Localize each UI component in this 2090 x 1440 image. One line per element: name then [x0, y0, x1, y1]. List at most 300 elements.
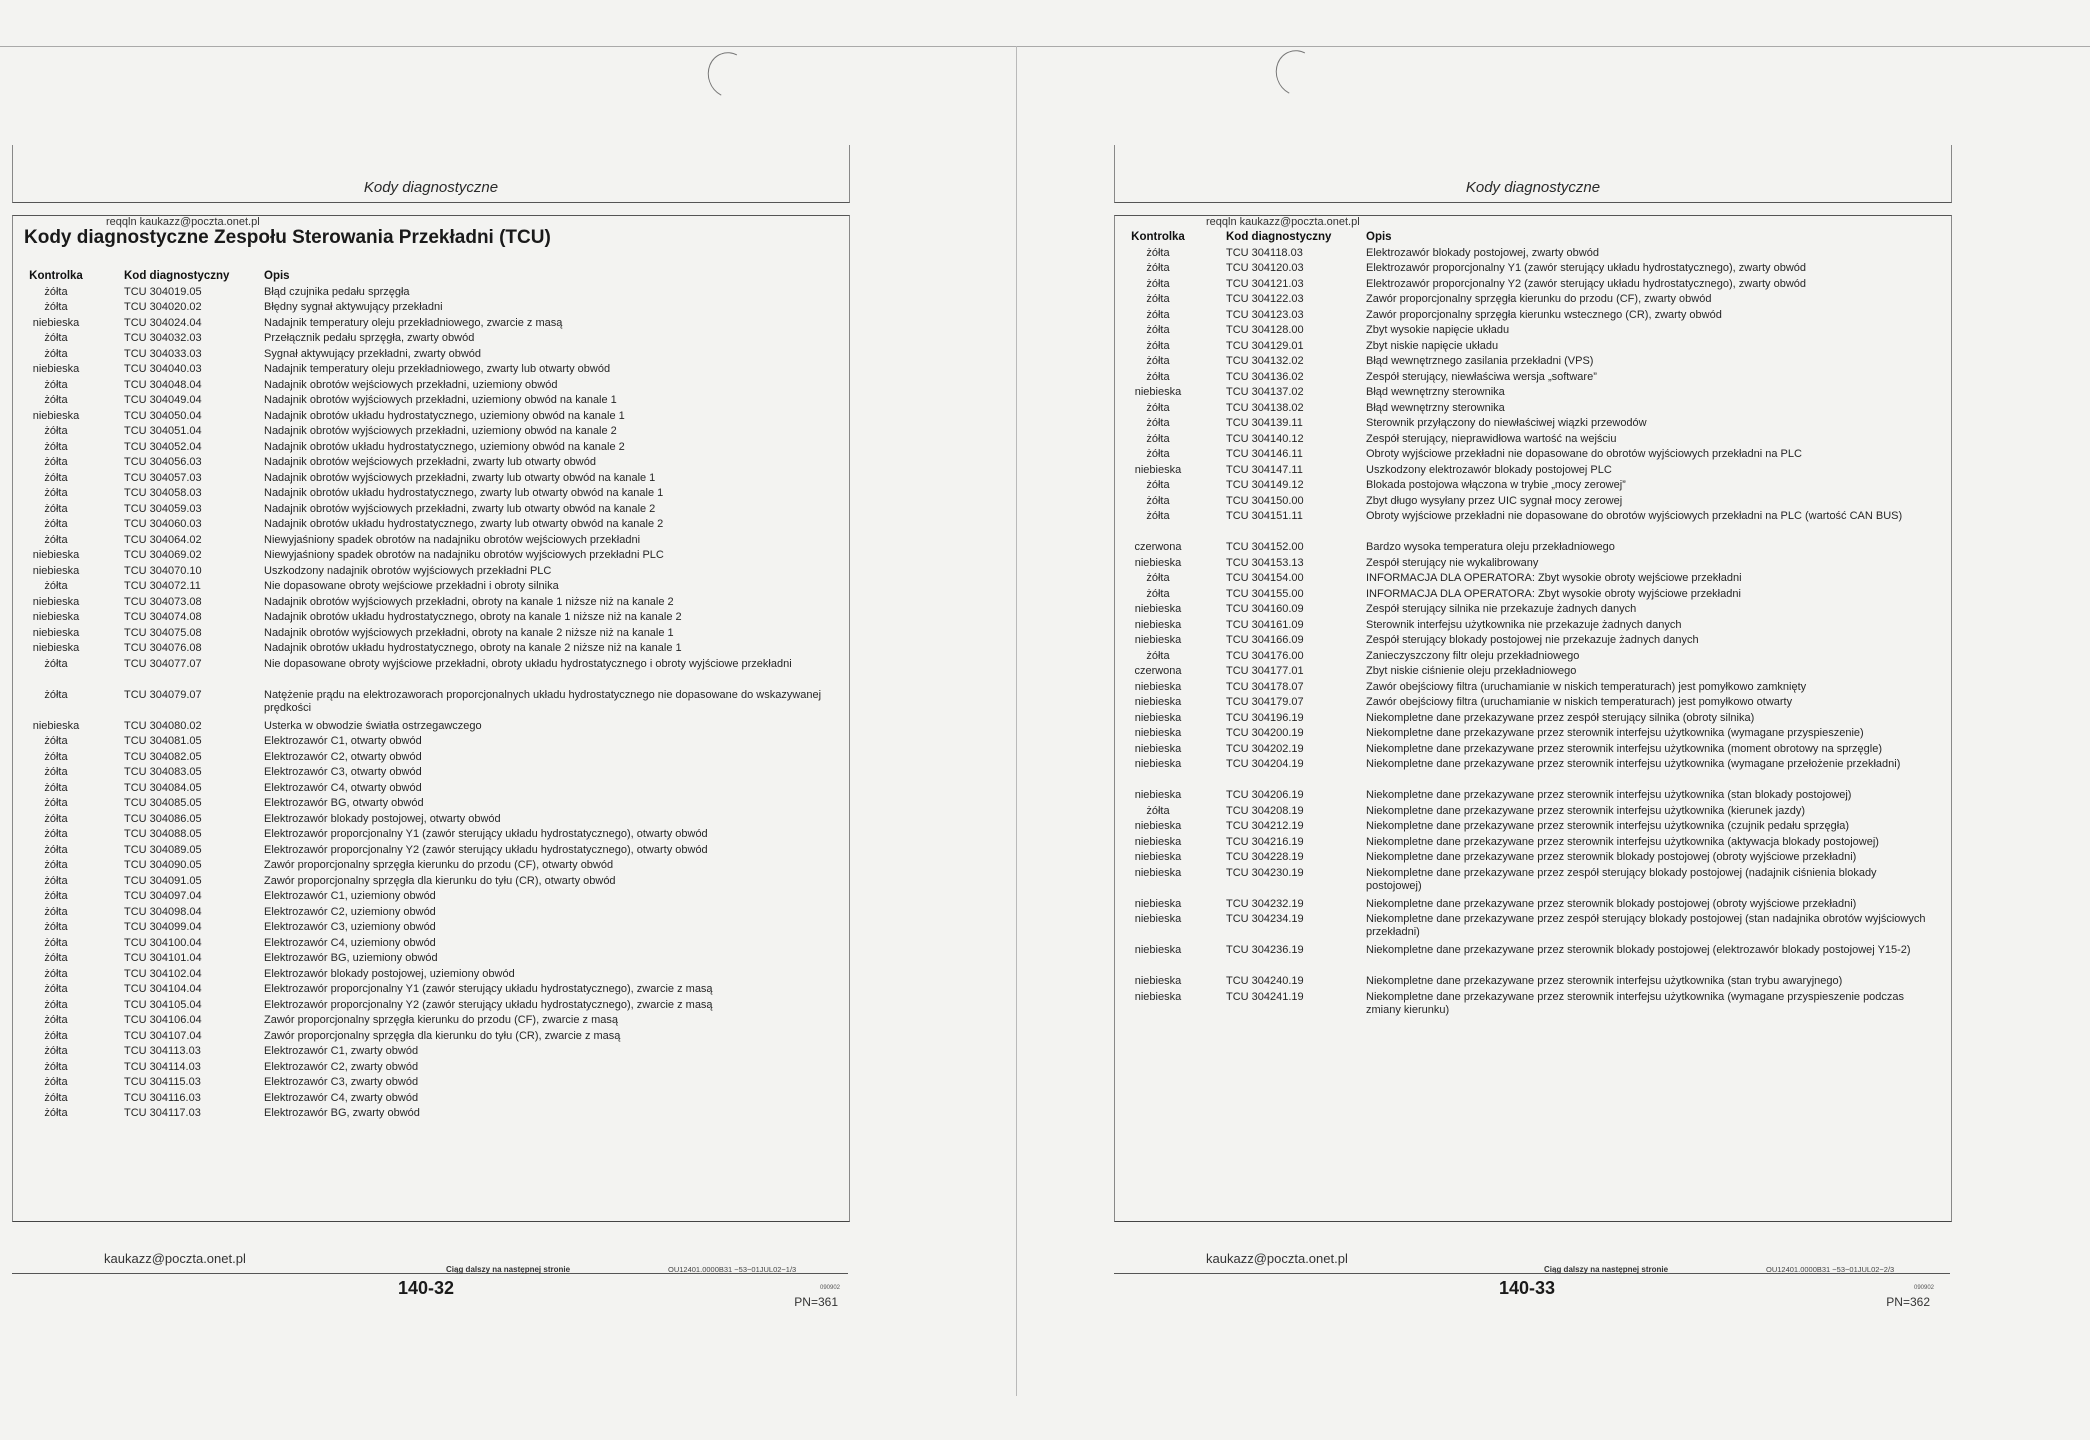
diagnostic-code-cell: TCU 304048.04	[124, 378, 202, 391]
indicator-color-cell: żółta	[44, 1107, 68, 1119]
indicator-color-cell: żółta	[44, 487, 68, 499]
diagnostic-code-cell: TCU 304051.04	[124, 425, 202, 437]
table-row	[1114, 309, 1950, 325]
table-row	[12, 937, 848, 953]
page-spine-divider	[1016, 46, 1017, 1396]
diagnostic-code-cell: TCU 304136.02	[1226, 370, 1304, 383]
diagnostic-code-cell: TCU 304072.11	[124, 580, 201, 592]
description-cell: Niekompletne dane przekazywane przez sterownik interfejsu użytkownika (wymagane przełożenie przekładni)	[1366, 758, 1901, 770]
table-row	[12, 1045, 848, 1061]
diagnostic-code-cell: TCU 304091.05	[124, 874, 202, 887]
description-cell: Nadajnik obrotów układu hydrostatycznego, zwarty lub otwarty obwód na kanale 1	[264, 487, 664, 499]
indicator-color-cell: żółta	[44, 471, 68, 484]
diagnostic-code-cell: TCU 304115.03	[124, 1076, 201, 1088]
table-row	[1114, 727, 1950, 743]
diagnostic-code-cell: TCU 304090.05	[124, 859, 202, 871]
description-cell: INFORMACJA DLA OPERATORA: Zbyt wysokie obroty wejściowe przekładni	[1366, 572, 1742, 584]
indicator-color-cell: niebieska	[1134, 975, 1182, 987]
diagnostic-code-cell: TCU 304100.04	[124, 936, 202, 949]
diagnostic-code-cell: TCU 304097.04	[124, 890, 202, 902]
diagnostic-code-cell: TCU 304020.02	[124, 301, 202, 313]
description-cell: Zbyt wysokie napięcie układu	[1366, 324, 1510, 336]
continued-note: Ciąg dalszy na następnej stronie	[1544, 1265, 1669, 1274]
table-row	[12, 565, 848, 581]
page-header-box	[12, 145, 850, 203]
punch-hole-mark	[701, 46, 756, 104]
diagnostic-code-cell: TCU 304232.19	[1226, 897, 1304, 910]
diagnostic-code-cell: TCU 304106.04	[124, 1014, 202, 1026]
description-cell: Błąd wewnętrzny sterownika	[1366, 401, 1505, 414]
indicator-color-cell: niebieska	[1134, 990, 1182, 1003]
footer-email: kaukazz@poczta.onet.pl	[104, 1251, 246, 1266]
top-email: reqqln kaukazz@poczta.onet.pl	[1206, 216, 1360, 228]
description-cell: Elektrozawór blokady postojowej, uziemiony obwód	[264, 967, 515, 980]
table-row	[1114, 541, 1950, 557]
table-row	[12, 487, 848, 503]
description-cell: Zbyt niskie napięcie układu	[1366, 339, 1499, 352]
description-cell: Nadajnik obrotów wejściowych przekładni, uziemiony obwód	[264, 378, 558, 391]
table-row	[12, 348, 848, 364]
diagnostic-code-cell: TCU 304105.04	[124, 998, 202, 1011]
description-cell: Zawór proporcjonalny sprzęgła dla kierunku do tyłu (CR), zwarcie z masą	[264, 1029, 621, 1042]
diagnostic-code-cell: TCU 304024.04	[124, 316, 202, 329]
description-cell: Zespół sterujący blokady postojowej nie przekazuje żadnych danych	[1366, 634, 1699, 646]
indicator-color-cell: żółta	[44, 812, 68, 825]
indicator-color-cell: żółta	[44, 797, 68, 809]
diagnostic-code-cell: TCU 304129.01	[1226, 339, 1304, 352]
pn-number: PN=361	[794, 1295, 838, 1309]
description-cell: Obroty wyjściowe przekładni nie dopasowane do obrotów wyjściowych przekładni na PLC	[1366, 448, 1802, 460]
indicator-color-cell: żółta	[44, 332, 68, 344]
page-number: 140-32	[398, 1278, 455, 1298]
table-row	[1114, 448, 1950, 464]
table-row	[12, 580, 848, 596]
indicator-color-cell: niebieska	[1134, 913, 1182, 925]
description-cell: Nadajnik temperatury oleju przekładniowego, zwarty lub otwarty obwód	[264, 363, 611, 375]
footer-email: kaukazz@poczta.onet.pl	[1206, 1251, 1348, 1266]
description-cell: Sygnał aktywujący przekładni, zwarty obwód	[264, 347, 482, 360]
diagnostic-code-cell: TCU 304176.00	[1226, 649, 1304, 662]
table-row	[12, 425, 848, 441]
table-row	[1114, 324, 1950, 340]
description-cell: Błąd czujnika pedału sprzęgła	[264, 285, 410, 298]
indicator-color-cell: niebieska	[32, 595, 80, 608]
description-cell: Błąd wewnętrznego zasilania przekładni (VPS)	[1366, 355, 1594, 367]
diagnostic-code-cell: TCU 304060.03	[124, 518, 202, 530]
description-cell: Elektrozawór C3, otwarty obwód	[264, 766, 422, 778]
table-row	[1114, 386, 1950, 402]
diagnostic-code-cell: TCU 304118.03	[1226, 246, 1303, 259]
indicator-color-cell: żółta	[1146, 572, 1170, 584]
description-cell: Zespół sterujący nie wykalibrowany	[1366, 556, 1539, 569]
description-cell: Elektrozawór C4, otwarty obwód	[264, 781, 422, 794]
indicator-color-cell: żółta	[44, 998, 68, 1011]
description-cell: Zawór proporcjonalny sprzęgła dla kierunku do tyłu (CR), otwarty obwód	[264, 874, 616, 887]
table-row	[12, 549, 848, 565]
column-header-kod: Kod diagnostyczny	[124, 270, 230, 282]
description-cell: Niekompletne dane przekazywane przez zespół sterujący silnika (obroty silnika)	[1366, 711, 1755, 724]
indicator-color-cell: żółta	[44, 657, 68, 670]
description-cell: Nadajnik obrotów układu hydrostatycznego, obroty na kanale 2 niższe niż na kanale 1	[264, 642, 682, 654]
description-cell: Zespół sterujący, nieprawidłowa wartość na wejściu	[1366, 432, 1617, 445]
table-row	[1114, 758, 1950, 789]
description-cell: Niekompletne dane przekazywane przez sterownik interfejsu użytkownika (czujnik pedału sprzęgła)	[1366, 820, 1850, 832]
description-cell: Elektrozawór C4, zwarty obwód	[264, 1091, 419, 1104]
top-email: reqqln kaukazz@poczta.onet.pl	[106, 216, 260, 228]
description-cell: Elektrozawór proporcjonalny Y1 (zawór sterujący układu hydrostatycznego), zwarty obwód	[1366, 262, 1807, 274]
table-row	[12, 735, 848, 751]
table-row	[1114, 464, 1950, 480]
table-row	[1114, 371, 1950, 387]
description-cell: Zespół sterujący, niewłaściwa wersja „software”	[1366, 370, 1597, 383]
diagnostic-code-cell: TCU 304079.07	[124, 688, 202, 701]
description-cell: Niekompletne dane przekazywane przez sterownik interfejsu użytkownika (stan trybu awaryjnego)	[1366, 975, 1843, 987]
table-row	[1114, 836, 1950, 852]
indicator-color-cell: żółta	[44, 1029, 68, 1042]
description-cell: Nadajnik obrotów wyjściowych przekładni, zwarty lub otwarty obwód na kanale 1	[264, 471, 656, 484]
diagnostic-code-cell: TCU 304083.05	[124, 766, 202, 778]
diagnostic-code-cell: TCU 304236.19	[1226, 944, 1304, 956]
diagnostic-code-cell: TCU 304160.09	[1226, 603, 1304, 615]
page-header-title: Kody diagnostyczne	[363, 179, 499, 196]
table-row	[1114, 820, 1950, 836]
diagnostic-code-cell: TCU 304120.03	[1226, 262, 1304, 274]
indicator-color-cell: żółta	[44, 735, 68, 747]
diagnostic-code-cell: TCU 304032.03	[124, 332, 202, 344]
diagnostic-code-cell: TCU 304150.00	[1226, 494, 1304, 507]
table-row	[12, 1030, 848, 1046]
indicator-color-cell: niebieska	[32, 642, 80, 654]
description-cell: Elektrozawór C3, zwarty obwód	[264, 1076, 419, 1088]
diagnostic-code-cell: TCU 304073.08	[124, 595, 202, 608]
column-header-kontrolka: Kontrolka	[29, 270, 83, 282]
diagnostic-code-cell: TCU 304166.09	[1226, 634, 1304, 646]
diagnostic-code-cell: TCU 304177.01	[1226, 665, 1304, 677]
indicator-color-cell: żółta	[44, 905, 68, 918]
description-cell: Nadajnik obrotów układu hydrostatycznego, uziemiony obwód na kanale 2	[264, 440, 625, 453]
diagnostic-code-cell: TCU 304200.19	[1226, 727, 1304, 739]
indicator-color-cell: żółta	[1146, 417, 1170, 429]
description-cell: Elektrozawór proporcjonalny Y2 (zawór sterujący układu hydrostatycznego), zwarcie z masą	[264, 998, 713, 1011]
table-row	[1114, 402, 1950, 418]
diagnostic-code-cell: TCU 304076.08	[124, 642, 202, 654]
description-cell: Zanieczyszczony filtr oleju przekładniowego	[1366, 649, 1580, 662]
indicator-color-cell: żółta	[44, 859, 68, 871]
table-row	[12, 797, 848, 813]
indicator-color-cell: żółta	[44, 533, 68, 546]
table-row	[1114, 867, 1950, 898]
diagnostic-code-cell: TCU 304202.19	[1226, 742, 1304, 755]
table-row	[12, 983, 848, 999]
indicator-color-cell: żółta	[44, 285, 68, 298]
table-row	[12, 1076, 848, 1092]
indicator-color-cell: żółta	[1146, 401, 1170, 414]
table-row	[12, 952, 848, 968]
diagnostic-code-cell: TCU 304151.11	[1226, 510, 1303, 522]
diagnostic-code-cell: TCU 304085.05	[124, 797, 202, 809]
description-cell: Niekompletne dane przekazywane przez sterownik interfejsu użytkownika (wymagane przyspieszenie podczas zmiany kierunku)	[1366, 990, 1905, 1016]
indicator-color-cell: żółta	[1146, 479, 1170, 491]
table-row	[12, 301, 848, 317]
indicator-color-cell: niebieska	[1134, 603, 1182, 615]
indicator-color-cell: niebieska	[1134, 680, 1182, 693]
indicator-color-cell: żółta	[44, 456, 68, 468]
description-cell: Niekompletne dane przekazywane przez sterownik blokady postojowej (obroty wyjściowe przekładni)	[1366, 851, 1857, 863]
table-row	[1114, 247, 1950, 263]
table-row	[1114, 588, 1950, 604]
description-cell: Bardzo wysoka temperatura oleju przekładniowego	[1366, 541, 1615, 553]
diagnostic-code-cell: TCU 304139.11	[1226, 417, 1303, 429]
indicator-color-cell: żółta	[1146, 432, 1170, 445]
indicator-color-cell: żółta	[44, 1045, 68, 1057]
description-cell: Elektrozawór proporcjonalny Y2 (zawór sterujący układu hydrostatycznego), zwarty obwód	[1366, 277, 1807, 290]
table-row	[12, 456, 848, 472]
indicator-color-cell: żółta	[1146, 510, 1170, 522]
diagnostic-code-cell: TCU 304080.02	[124, 719, 202, 732]
diagnostic-code-cell: TCU 304077.07	[124, 657, 202, 670]
diagnostic-code-cell: TCU 304052.04	[124, 440, 202, 453]
table-row	[12, 921, 848, 937]
table-row	[12, 1092, 848, 1108]
table-row	[12, 363, 848, 379]
indicator-color-cell: niebieska	[1134, 851, 1182, 863]
description-cell: Zespół sterujący silnika nie przekazuje żadnych danych	[1366, 603, 1637, 615]
indicator-color-cell: niebieska	[1134, 696, 1182, 708]
diagnostic-code-cell: TCU 304102.04	[124, 967, 202, 980]
description-cell: Niewyjaśniony spadek obrotów na nadajniku obrotów wyjściowych przekładni PLC	[264, 549, 664, 561]
description-cell: Uszkodzony elektrozawór blokady postojowej PLC	[1366, 463, 1612, 476]
description-cell: Elektrozawór blokady postojowej, zwarty obwód	[1366, 246, 1599, 259]
table-row	[12, 317, 848, 333]
diagnostic-code-cell: TCU 304104.04	[124, 983, 202, 995]
diagnostic-code-cell: TCU 304089.05	[124, 843, 202, 856]
indicator-color-cell: niebieska	[1134, 944, 1182, 956]
description-cell: Zbyt niskie ciśnienie oleju przekładniowego	[1366, 665, 1577, 677]
table-row	[12, 379, 848, 395]
diagnostic-code-cell: TCU 304212.19	[1226, 820, 1304, 832]
page-header-box	[1114, 145, 1952, 203]
indicator-color-cell: żółta	[1146, 804, 1170, 817]
table-row	[1114, 975, 1950, 991]
table-row	[12, 689, 848, 720]
indicator-color-cell: niebieska	[1134, 820, 1182, 832]
description-cell: Elektrozawór C3, uziemiony obwód	[264, 921, 436, 933]
table-row	[1114, 557, 1950, 573]
table-row	[1114, 603, 1950, 619]
diagnostic-code-cell: TCU 304179.07	[1226, 696, 1304, 708]
indicator-color-cell: żółta	[44, 580, 68, 592]
table-row	[1114, 293, 1950, 309]
table-row	[1114, 851, 1950, 867]
table-row	[1114, 665, 1950, 681]
table-row	[12, 999, 848, 1015]
diagnostic-code-cell: TCU 304098.04	[124, 905, 202, 918]
page-number: 140-33	[1499, 1278, 1556, 1298]
description-cell: Nadajnik temperatury oleju przekładniowego, zwarcie z masą	[264, 316, 563, 329]
table-row	[12, 394, 848, 410]
indicator-color-cell: czerwona	[1134, 541, 1182, 553]
diagnostic-code-cell: TCU 304123.03	[1226, 308, 1304, 321]
table-row	[12, 596, 848, 612]
table-row	[1114, 650, 1950, 666]
indicator-color-cell: niebieska	[32, 549, 80, 561]
diagnostic-code-cell: TCU 304069.02	[124, 549, 202, 561]
diagnostic-code-cell: TCU 304228.19	[1226, 851, 1304, 863]
table-row	[12, 1014, 848, 1030]
diagnostic-code-cell: TCU 304082.05	[124, 750, 202, 763]
indicator-color-cell: żółta	[1146, 308, 1170, 321]
indicator-color-cell: żółta	[44, 688, 68, 701]
pn-number: PN=362	[1886, 1295, 1930, 1309]
indicator-color-cell: żółta	[44, 502, 68, 515]
diagnostic-code-cell: TCU 304122.03	[1226, 293, 1304, 305]
description-cell: Elektrozawór C1, zwarty obwód	[264, 1045, 419, 1057]
indicator-color-cell: niebieska	[1134, 742, 1182, 755]
table-row	[12, 844, 848, 860]
diagnostic-code-cell: TCU 304152.00	[1226, 541, 1304, 553]
table-row	[1114, 355, 1950, 371]
diagnostic-code-cell: TCU 304075.08	[124, 626, 202, 639]
indicator-color-cell: żółta	[44, 440, 68, 453]
table-row	[12, 642, 848, 658]
column-header-opis: Opis	[1366, 231, 1392, 243]
indicator-color-cell: żółta	[44, 936, 68, 949]
indicator-color-cell: żółta	[44, 921, 68, 933]
description-cell: Nadajnik obrotów wyjściowych przekładni, uziemiony obwód na kanale 1	[264, 394, 617, 406]
indicator-color-cell: niebieska	[32, 316, 80, 329]
indicator-color-cell: żółta	[44, 750, 68, 763]
indicator-color-cell: żółta	[44, 766, 68, 778]
indicator-color-cell: niebieska	[32, 611, 80, 623]
diagnostic-code-cell: TCU 304058.03	[124, 487, 202, 499]
table-header-row	[1114, 231, 1950, 247]
diagnostic-code-cell: TCU 304113.03	[124, 1045, 201, 1057]
description-cell: Nie dopasowane obroty wyjściowe przekładni, obroty układu hydrostatycznego i obroty wyjściowe przekładni	[264, 657, 792, 670]
diagnostic-code-cell: TCU 304107.04	[124, 1029, 202, 1042]
table-row	[12, 906, 848, 922]
table-row	[12, 890, 848, 906]
indicator-color-cell: niebieska	[1134, 835, 1182, 848]
diagnostic-code-cell: TCU 304040.03	[124, 363, 202, 375]
table-row	[12, 813, 848, 829]
diagnostic-code-cell: TCU 304140.12	[1226, 432, 1304, 445]
description-cell: Przełącznik pedału sprzęgła, zwarty obwód	[264, 332, 475, 344]
diagnostic-code-cell: TCU 304240.19	[1226, 975, 1304, 987]
table-row	[12, 332, 848, 348]
description-cell: Niekompletne dane przekazywane przez sterownik interfejsu użytkownika (wymagane przyspieszenie)	[1366, 727, 1864, 739]
diagnostic-code-cell: TCU 304204.19	[1226, 758, 1304, 770]
small-code: 090902	[1914, 1285, 1935, 1291]
diagnostic-code-table	[12, 270, 848, 1123]
diagnostic-code-cell: TCU 304121.03	[1226, 277, 1304, 290]
table-row	[1114, 510, 1950, 541]
table-row	[12, 828, 848, 844]
indicator-color-cell: żółta	[44, 828, 68, 840]
indicator-color-cell: żółta	[1146, 293, 1170, 305]
description-cell: Zbyt długo wysyłany przez UIC sygnał mocy zerowej	[1366, 494, 1623, 507]
table-row	[12, 766, 848, 782]
description-cell: Uszkodzony nadajnik obrotów wyjściowych przekładni PLC	[264, 564, 552, 577]
table-row	[1114, 898, 1950, 914]
diagnostic-code-cell: TCU 304084.05	[124, 781, 202, 794]
small-code: 090902	[820, 1285, 841, 1291]
indicator-color-cell: niebieska	[1134, 789, 1182, 801]
indicator-color-cell: żółta	[44, 983, 68, 995]
column-header-kod: Kod diagnostyczny	[1226, 231, 1332, 243]
description-cell: Niekompletne dane przekazywane przez sterownik interfejsu użytkownika (aktywacja blokady postojowej)	[1366, 835, 1879, 848]
table-row	[1114, 913, 1950, 944]
table-header-row	[12, 270, 848, 286]
description-cell: Elektrozawór C2, zwarty obwód	[264, 1060, 419, 1073]
table-row	[12, 518, 848, 534]
punch-hole-mark	[1269, 44, 1324, 102]
description-cell: Obroty wyjściowe przekładni nie dopasowane do obrotów wyjściowych przekładni na PLC (wartość CAN BUS)	[1366, 510, 1903, 522]
description-cell: Zawór obejściowy filtra (uruchamianie w niskich temperaturach) jest pomyłkowo otwarty	[1366, 696, 1793, 708]
diagnostic-code-cell: TCU 304161.09	[1226, 618, 1304, 631]
description-cell: Elektrozawór BG, zwarty obwód	[264, 1107, 420, 1119]
table-row	[1114, 433, 1950, 449]
table-row	[12, 658, 848, 689]
description-cell: Elektrozawór proporcjonalny Y2 (zawór sterujący układu hydrostatycznego), otwarty obwód	[264, 843, 708, 856]
table-row	[12, 503, 848, 519]
diagnostic-code-cell: TCU 304099.04	[124, 921, 202, 933]
description-cell: Nadajnik obrotów układu hydrostatycznego, uziemiony obwód na kanale 1	[264, 409, 625, 422]
indicator-color-cell: żółta	[44, 347, 68, 360]
description-cell: Elektrozawór C1, uziemiony obwód	[264, 890, 436, 902]
description-cell: Zawór proporcjonalny sprzęgła kierunku do przodu (CF), zwarty obwód	[1366, 293, 1712, 305]
description-cell: Nadajnik obrotów wyjściowych przekładni, zwarty lub otwarty obwód na kanale 2	[264, 502, 656, 515]
diagnostic-code-cell: TCU 304019.05	[124, 285, 202, 298]
indicator-color-cell: żółta	[1146, 324, 1170, 336]
indicator-color-cell: żółta	[44, 378, 68, 391]
indicator-color-cell: żółta	[1146, 370, 1170, 383]
indicator-color-cell: żółta	[44, 301, 68, 313]
diagnostic-code-cell: TCU 304128.00	[1226, 324, 1304, 336]
diagnostic-code-cell: TCU 304234.19	[1226, 913, 1304, 925]
description-cell: Niekompletne dane przekazywane przez sterownik interfejsu użytkownika (kierunek jazdy)	[1366, 804, 1805, 817]
description-cell: Niekompletne dane przekazywane przez zespół sterujący blokady postojowej (nadajnik ciśnienia blokady postojowej)	[1366, 866, 1877, 892]
table-row	[1114, 696, 1950, 712]
indicator-color-cell: żółta	[1146, 494, 1170, 507]
indicator-color-cell: żółta	[44, 890, 68, 902]
diagnostic-code-cell: TCU 304206.19	[1226, 789, 1304, 801]
description-cell: Błędny sygnał aktywujący przekładni	[264, 301, 443, 313]
indicator-color-cell: niebieska	[1134, 556, 1182, 569]
indicator-color-cell: niebieska	[1134, 711, 1182, 724]
table-row	[1114, 634, 1950, 650]
table-row	[1114, 789, 1950, 805]
diagnostic-code-cell: TCU 304208.19	[1226, 804, 1304, 817]
description-cell: Elektrozawór C1, otwarty obwód	[264, 735, 422, 747]
indicator-color-cell: niebieska	[1134, 634, 1182, 646]
indicator-color-cell: żółta	[1146, 339, 1170, 352]
description-cell: Niekompletne dane przekazywane przez sterownik blokady postojowej (obroty wyjściowe przekładni)	[1366, 897, 1857, 910]
diagnostic-code-cell: TCU 304116.03	[124, 1091, 201, 1104]
table-row	[1114, 495, 1950, 511]
indicator-color-cell: żółta	[44, 1076, 68, 1088]
description-cell: Nadajnik obrotów wejściowych przekładni, zwarty lub otwarty obwód	[264, 456, 596, 468]
table-row	[1114, 805, 1950, 821]
table-row	[1114, 572, 1950, 588]
description-cell: Zawór obejściowy filtra (uruchamianie w niskich temperaturach) jest pomyłkowo zamknięty	[1366, 680, 1807, 693]
document-page-right	[1114, 145, 1950, 1309]
diagnostic-code-cell: TCU 304132.02	[1226, 355, 1304, 367]
table-row	[12, 751, 848, 767]
diagnostic-code-cell: TCU 304064.02	[124, 533, 202, 546]
table-row	[12, 859, 848, 875]
description-cell: Nadajnik obrotów wyjściowych przekładni, obroty na kanale 2 niższe niż na kanale 1	[264, 626, 674, 639]
table-row	[1114, 619, 1950, 635]
